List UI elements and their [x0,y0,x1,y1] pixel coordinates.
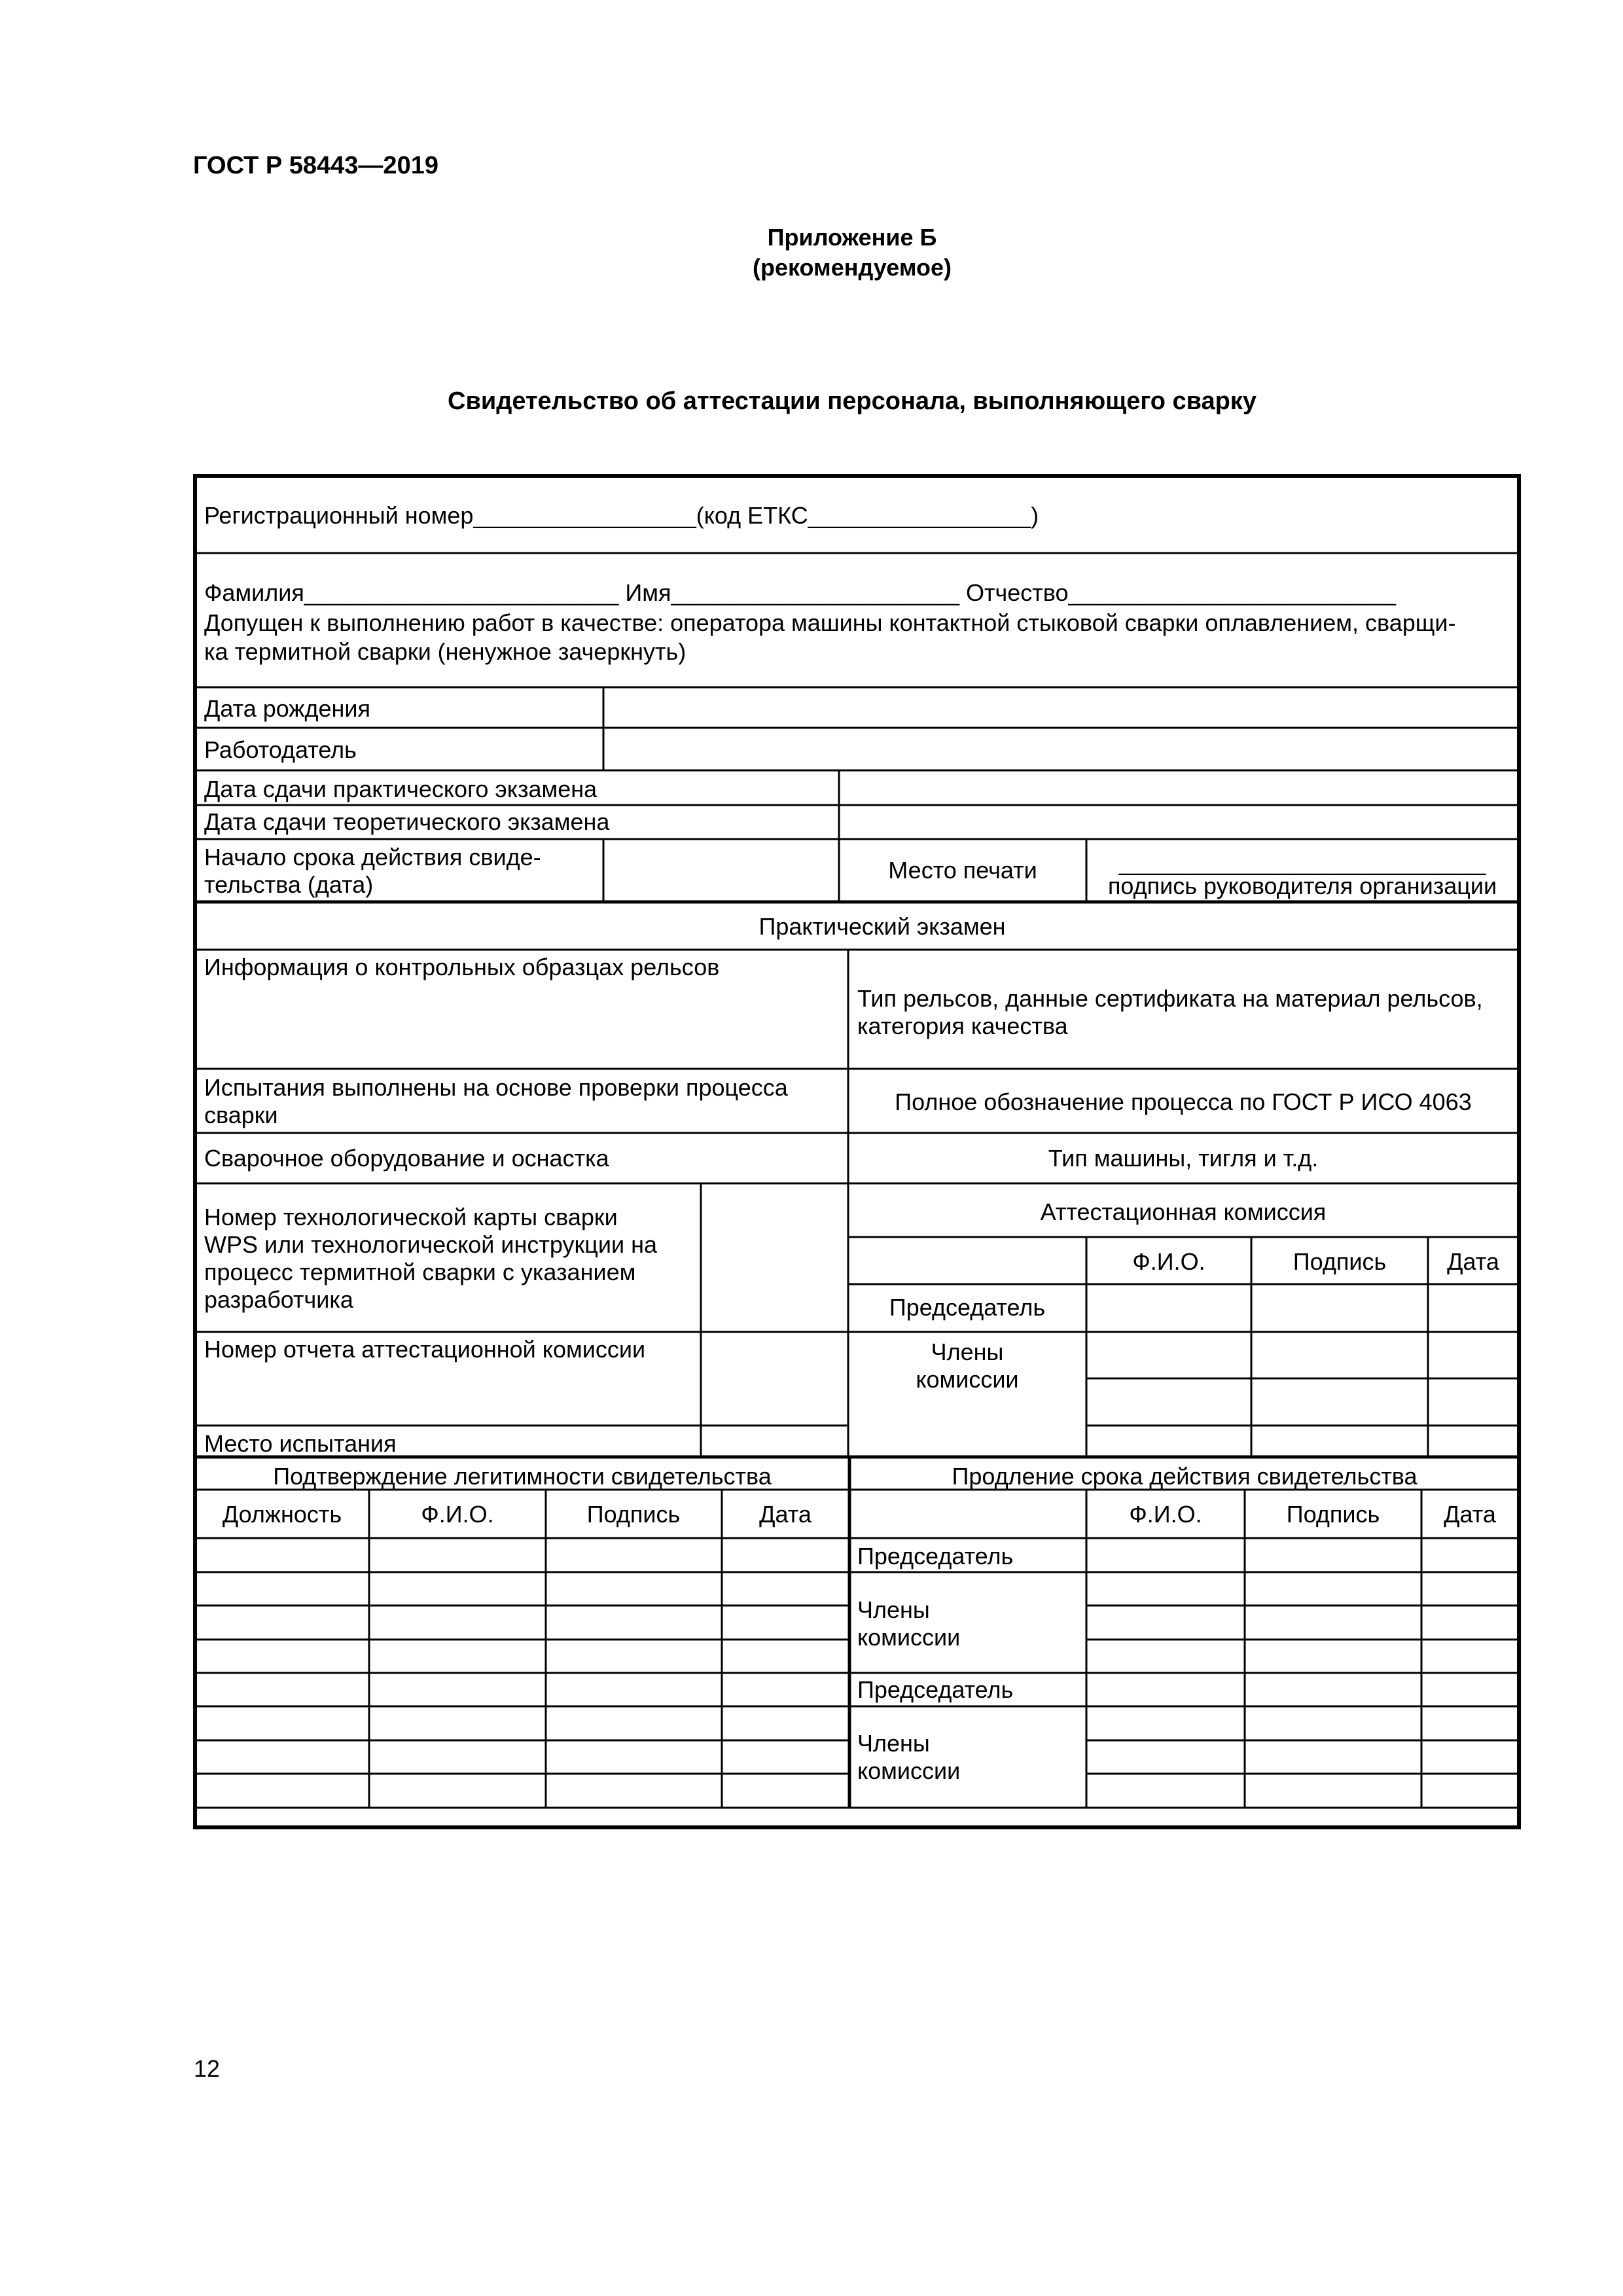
extension-chairman-label-1: Председатель [857,1543,1014,1570]
theory-exam-date-label: Дата сдачи теоретического экзамена [204,808,610,835]
commission-chairman-label: Председатель [889,1294,1046,1321]
extension-signature-header: Подпись [1286,1501,1380,1528]
employer-label: Работодатель [204,736,357,763]
practical-exam-heading: Практический экзамен [758,913,1006,940]
extension-heading: Продление срока действия свидетельства [952,1463,1418,1490]
test-place-label: Место испытания [204,1430,397,1457]
annex-status: (рекомендуемое) [753,254,952,281]
commission-date-header: Дата [1447,1248,1499,1275]
practical-exam-date-label: Дата сдачи практического экзамена [204,776,597,802]
wps-label-line1: Номер технологической карты сварки [204,1204,618,1230]
stamp-place-label: Место печати [888,857,1037,884]
legitimacy-signature-header: Подпись [586,1501,681,1528]
extension-members-label-2-line1: Члены [857,1730,930,1757]
commission-fio-header: Ф.И.О. [1132,1248,1205,1275]
rail-type-label-line2: категория качества [857,1013,1068,1039]
wps-label-line4: разработчика [204,1286,353,1313]
signature-caption: подпись руководителя организации [1107,872,1497,899]
commission-heading: Аттестационная комиссия [1040,1198,1327,1225]
extension-members-label-1-line1: Члены [857,1596,930,1623]
signature-line: ____________________________ [1118,849,1486,876]
legitimacy-date-header: Дата [759,1501,812,1528]
annex-title: Приложение Б [767,224,937,251]
admitted-text-line2: ка термитной сварки (ненужное зачеркнуть) [204,638,687,665]
extension-members-label-2-line2: комиссии [857,1757,961,1784]
validity-start-label-line2: тельства (дата) [204,871,374,898]
legitimacy-heading: Подтверждение легитимности свидетельства [273,1463,772,1490]
report-number-label: Номер отчета аттестационной комиссии [204,1336,646,1363]
extension-members-label-1-line2: комиссии [857,1624,961,1651]
legitimacy-position-header: Должность [222,1501,342,1528]
commission-signature-header: Подпись [1293,1248,1387,1275]
extension-fio-header: Ф.И.О. [1129,1501,1202,1528]
process-designation-label: Полное обозначение процесса по ГОСТ Р ИСО 4063 [895,1088,1472,1115]
commission-members-label-line1: Члены [931,1338,1004,1365]
reg-number-line: Регистрационный номер_________________(код ЕТКС_________________) [204,502,1039,529]
wps-label-line3: процесс термитной сварки с указанием [204,1259,636,1285]
extension-chairman-label-2: Председатель [857,1676,1014,1703]
tests-label-line1: Испытания выполнены на основе проверки процесса [204,1074,788,1101]
machine-type-label: Тип машины, тигля и т.д. [1048,1145,1319,1172]
samples-info-label: Информация о контрольных образцах рельсов [204,954,720,980]
document-header: ГОСТ Р 58443—2019 [193,152,438,179]
admitted-text-line1: Допущен к выполнению работ в качестве: оператора машины контактной стыковой сварки оплавлением, сварщи- [204,609,1456,636]
rail-type-label-line1: Тип рельсов, данные сертификата на материал рельсов, [857,985,1483,1012]
page-number: 12 [194,2055,221,2082]
validity-start-label-line1: Начало срока действия свиде- [204,844,541,870]
legitimacy-fio-header: Ф.И.О. [421,1501,494,1528]
equipment-label: Сварочное оборудование и оснастка [204,1145,609,1172]
tests-label-line2: сварки [204,1102,278,1128]
extension-date-header: Дата [1444,1501,1496,1528]
birth-date-label: Дата рождения [204,695,370,722]
name-line: Фамилия________________________ Имя______________________ Отчество_________________________ [204,579,1397,606]
commission-members-label-line2: комиссии [916,1366,1019,1393]
wps-label-line2: WPS или технологической инструкции на [204,1231,657,1258]
page-title: Свидетельство об аттестации персонала, выполняющего сварку [448,387,1257,415]
